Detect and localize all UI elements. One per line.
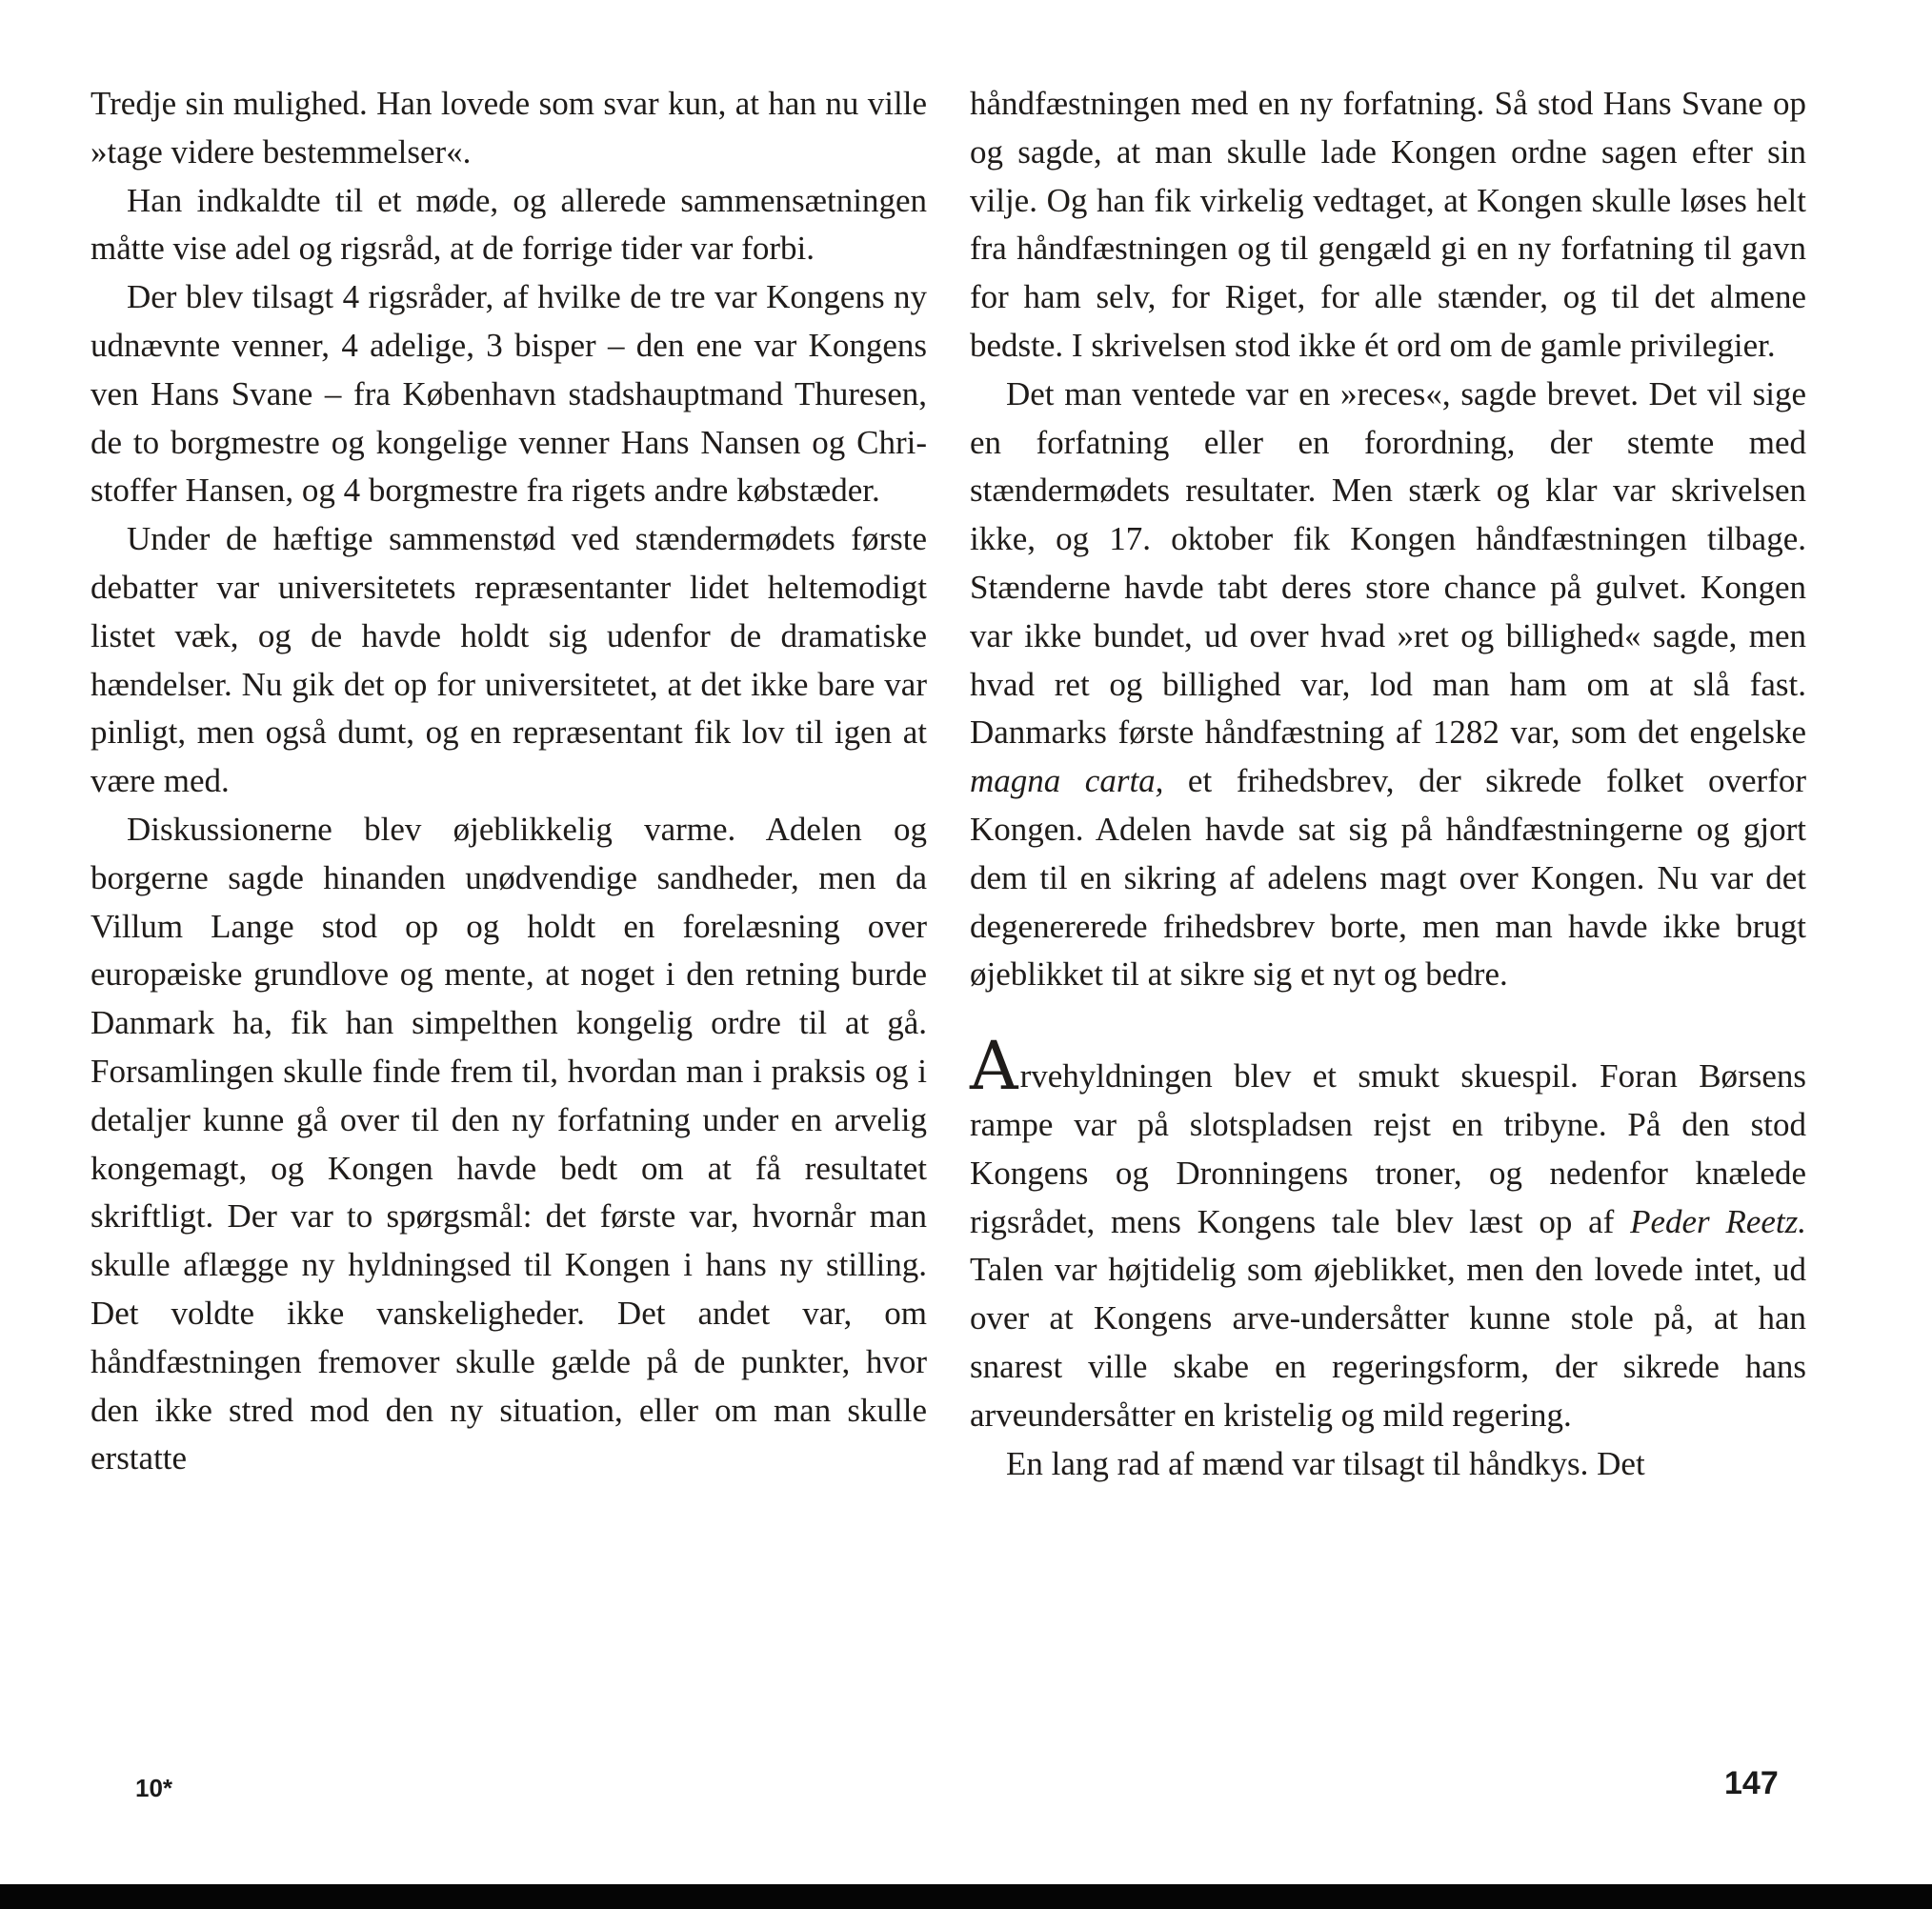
text-run: rvehyldningen blev et smukt skuespil. Foran Børsens rampe var på slotspladsen rejst en tribyne. På den stod Kongens og Dronningens troner, og nedenfor knælede rigsrådet, mens Kongens tale blev læst op af (970, 1057, 1806, 1240)
section-break (970, 999, 1806, 1047)
text-run: Det man ventede var en »reces«, sagde brevet. Det vil sige en forfatning eller en forordning, der stemte med stændermødets resultater. Men stærk og klar var skrivelsen ikke, og 17. oktober fik Kongen håndfæstningen tilbage. Stænderne havde tabt deres store chance på gulvet. Kongen var ikke bundet, ud over hvad »ret og billighed« sagde, men hvad ret og billighed var, lod man ham om at slå fast. Danmarks første håndfæstning af 1282 var, som det engelske (970, 374, 1806, 752)
left-column (91, 80, 927, 1483)
paragraph: Diskussionerne blev øjeblikkelig varme. Adelen og borgerne sagde hinanden unødvendige sandheder, men da Villum Lange stod op og holdt en forelæsning over europæiske grundlove og mente, at noget i den retning burde Danmark ha, fik han simpelthen kongelig ordre til at gå. Forsamlingen skulle finde frem til, hvordan man i praksis og i detaljer kunne gå over til den ny forfatning under en arvelig kongemagt, og Kongen havde bedt om at få resultatet skriftligt. Der var to spørgsmål: det første var, hvornår man skulle aflægge ny hyldningsed til Kongen i hans ny stilling. Det voldte ikke vanskeligheder. Det andet var, om håndfæstningen fremover skulle gælde på de punkter, hvor den ikke stred mod den ny situation, eller om man skulle erstatte (91, 810, 927, 1477)
paragraph: Tredje sin mulighed. Han lovede som svar kun, at han nu ville »tage videre bestemmelser«. (91, 85, 927, 171)
page-number: 147 (1724, 1765, 1779, 1801)
paragraph: håndfæstningen med en ny forfatning. Så stod Hans Svane op og sagde, at man skulle lade Kongen ordne sagen efter sin vilje. Og han fik virkelig vedtaget, at Kongen skulle løses helt fra håndfæstningen og til gengæld gi en ny forfatning til gavn for ham selv, for Riget, for alle stænder, og til det almene bedste. I skrivelsen stod ikke ét ord om de gamle privilegier. (970, 85, 1806, 364)
right-column (970, 80, 1806, 1488)
paragraph: Der blev tilsagt 4 rigsråder, af hvilke de tre var Kongens ny udnævnte venner, 4 adelige, 3 bisper – den ene var Kongens ven Hans Svane – fra København stadshauptmand Thuresen, de to borgmestre og kongelige venner Hans Nansen og Christoffer Hansen, og 4 borgmestre fra rigets andre købstæder. (91, 278, 927, 510)
paragraph: Han indkaldte til et møde, og allerede sammensætningen måtte vise adel og rigsråd, at de forrige tider var forbi. (91, 181, 927, 268)
paragraph (970, 1027, 1806, 1439)
italic-term: magna carta, (970, 762, 1164, 800)
paragraph: Under de hæftige sammenstød ved stændermødets første debatter var universitetets repræsentanter lidet heltemodigt listet væk, og de havde holdt sig udenfor de dramatiske hændelser. Nu gik det op for universitetet, at det ikke bare var pinligt, men også dumt, og en repræsentant fik lov til igen at være med. (91, 520, 927, 800)
scan-edge (0, 1884, 1932, 1909)
italic-name: Peder Reetz. (1630, 1202, 1806, 1240)
signature-mark: 10* (135, 1774, 173, 1802)
paragraph (970, 371, 1806, 999)
text-run: et frihedsbrev, der sikrede folket overfor Kongen. Adelen havde sat sig på håndfæstningerne og gjort dem til en sikring af adelens magt over Kongen. Nu var det degenererede frihedsbrev borte, men man havde ikke brugt øjeblikket til at sikre sig et nyt og bedre. (970, 762, 1807, 994)
text-run: Talen var højtidelig som øjeblikket, men den lovede intet, ud over at Kongens arve-undersåtter kunne stole på, at han snarest ville skabe en regeringsform, der sikrede hans arveundersåtter en kristelig og mild regering. (970, 1251, 1806, 1434)
drop-cap: A (970, 1027, 1018, 1106)
paragraph: En lang rad af mænd var tilsagt til håndkys. Det (1006, 1444, 1645, 1482)
